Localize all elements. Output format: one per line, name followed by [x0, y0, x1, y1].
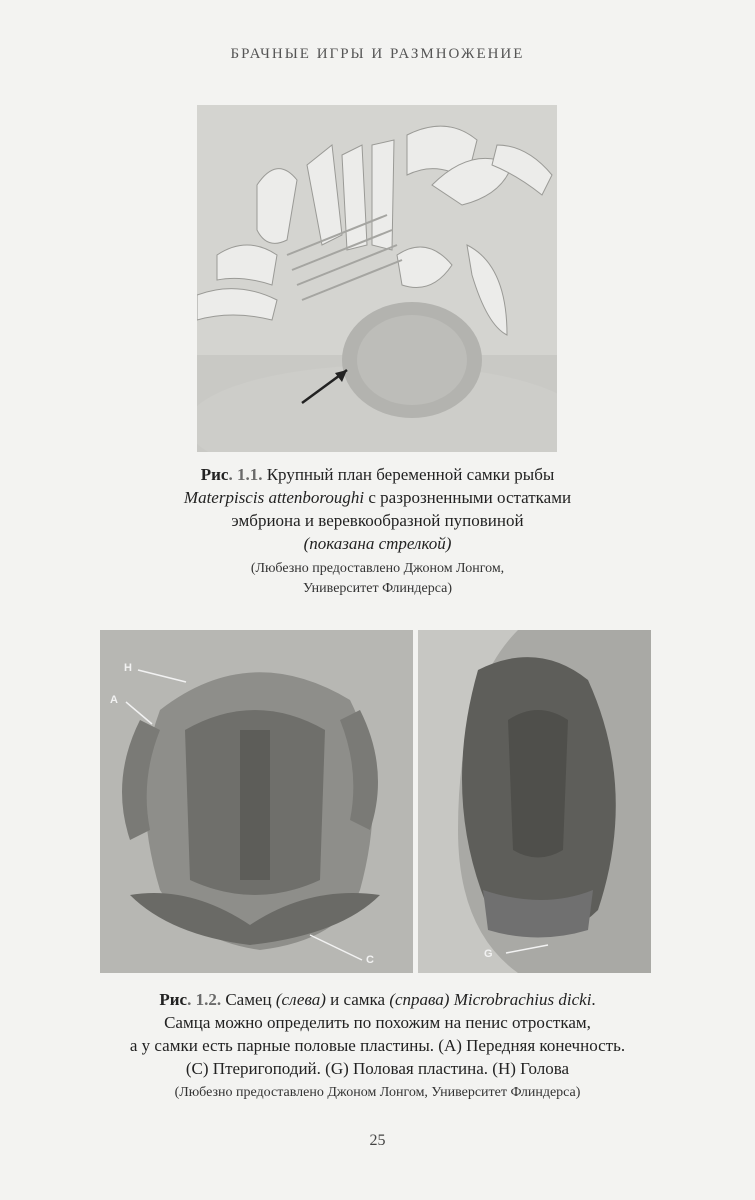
- caption-line: эмбриона и веревкообразной пуповиной: [231, 511, 524, 530]
- label-h: H: [124, 662, 132, 674]
- figure-1-2-male-photo: [100, 630, 413, 973]
- credit-line: (Любезно предоставлено Джоном Лонгом,: [250, 561, 505, 576]
- label-a: A: [110, 694, 118, 706]
- figure-1-2-credit: (Любезно предоставлено Джоном Лонгом, Университет Флиндерса): [174, 1085, 581, 1100]
- species-name: Materpiscis attenboroughi: [183, 488, 365, 507]
- page-number: 25: [369, 1132, 386, 1149]
- figure-1-1-photo: [197, 105, 557, 452]
- figure-label: Рис. 1.2.: [159, 990, 222, 1009]
- figure-1-2-caption: [0, 988, 755, 1080]
- caption-line: (показана стрелкой): [303, 534, 452, 553]
- caption-line: Рис. 1.1. Крупный план беременной самки рыбы: [200, 465, 555, 484]
- caption-line: Самца можно определить по похожим на пенис отросткам,: [164, 1013, 591, 1032]
- caption-line: Рис. 1.2. Самец (слева) и самка (справа) Microbrachius dicki.: [159, 990, 596, 1009]
- caption-line: а у самки есть парные половые пластины. (A) Передняя конечность.: [129, 1036, 626, 1055]
- figure-label: Рис. 1.1.: [200, 465, 263, 484]
- figure-1-1-caption: [0, 463, 755, 555]
- running-header: БРАЧНЫЕ ИГРЫ И РАЗМНОЖЕНИЕ: [230, 46, 525, 62]
- label-g: G: [484, 948, 493, 960]
- caption-line: Materpiscis attenboroughi с разрозненными остатками: [183, 488, 572, 507]
- label-c: C: [366, 954, 374, 966]
- species-name: Microbrachius dicki: [453, 990, 592, 1009]
- figure-1-1-credit: [0, 559, 755, 599]
- credit-line: Университет Флиндерса): [303, 581, 452, 596]
- figure-1-2-female-photo: [418, 630, 651, 973]
- caption-line: (C) Птеригоподий. (G) Половая пластина. (H) Голова: [185, 1059, 570, 1078]
